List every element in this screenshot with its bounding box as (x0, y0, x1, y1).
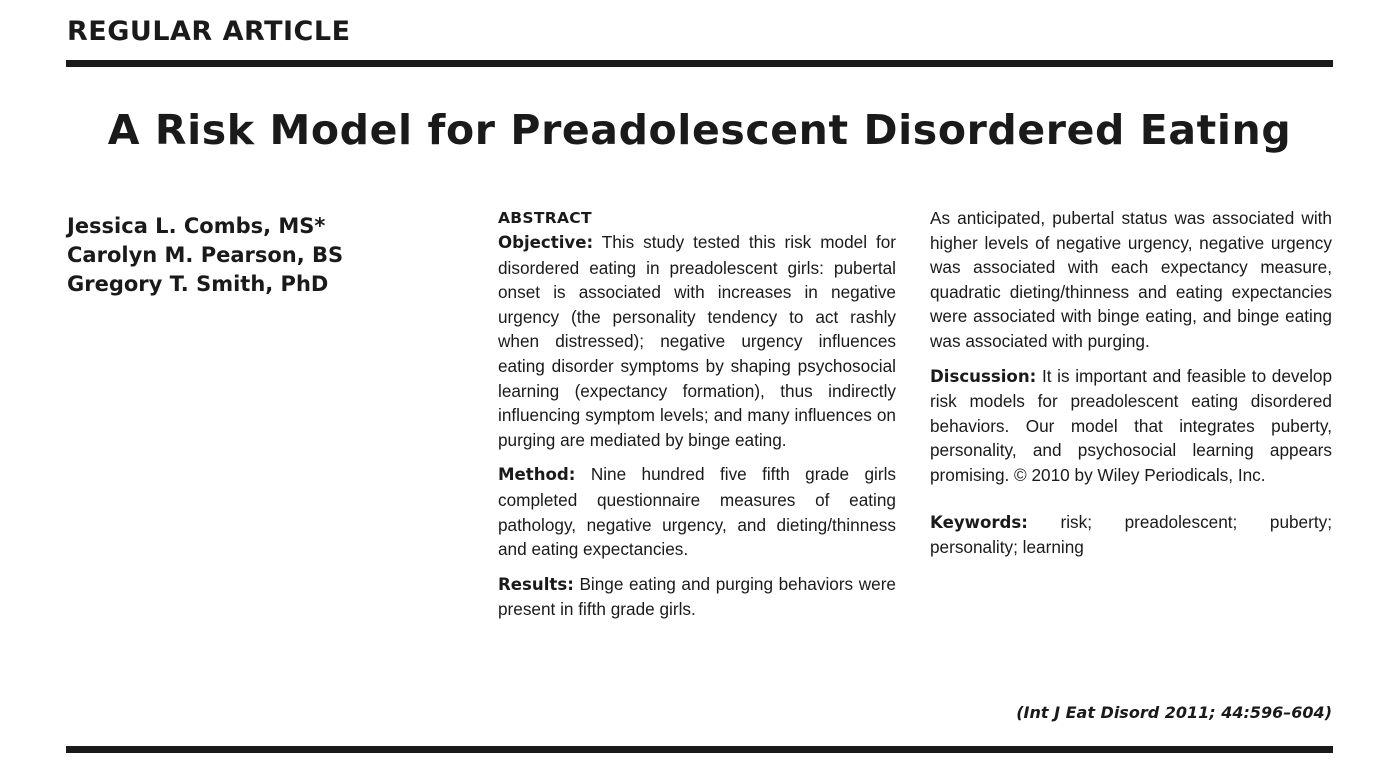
author-name: Carolyn M. Pearson, BS (67, 243, 344, 267)
section-label: REGULAR ARTICLE (67, 16, 351, 47)
results-text-start: Binge eating and purging behaviors were present in fifth grade girls. (498, 573, 896, 620)
keywords-label: Keywords: (930, 512, 1028, 532)
author-name: Jessica L. Combs, MS* (67, 214, 326, 238)
keywords-text: risk; preadolescent; puberty; personality; learning (930, 511, 1332, 558)
journal-citation: (Int J Eat Disord 2011; 44:596–604) (1016, 703, 1332, 722)
objective-label: Objective: (498, 233, 594, 252)
abstract-results (498, 572, 896, 622)
author-name: Gregory T. Smith, PhD (67, 272, 329, 296)
discussion-label: Discussion: (930, 366, 1037, 386)
abstract-results-continued (930, 206, 1332, 354)
article-title: A Risk Model for Preadolescent Disordered Eating (107, 106, 1292, 154)
method-text: Nine hundred five fifth grade girls completed questionnaire measures of eating pathology, negative urgency, and dieting/thinness and eating expectancies. (498, 464, 896, 560)
objective-text: This study tested this risk model for disordered eating in preadolescent girls: pubertal onset is associated with increases in negative urgency (the personality tendency to act rashly when distressed); negative urgency influences eating disorder symptoms by shaping psychosocial learning (expectancy formation), thus indirectly influencing symptom levels; and many influences on purging are mediated by binge eating. (498, 232, 896, 450)
abstract-discussion (930, 364, 1332, 488)
discussion-text: It is important and feasible to develop risk models for preadolescent eating disordered behaviors. Our model that integrates puberty, personality, and psychosocial learning appears promising. © 2010 by Wiley Periodicals, Inc. (930, 365, 1333, 485)
method-label: Method: (498, 465, 576, 485)
abstract-objective (498, 230, 896, 452)
abstract-column-right (930, 206, 1332, 570)
top-rule (66, 60, 1333, 67)
bottom-rule (66, 746, 1333, 753)
abstract-method (498, 462, 896, 561)
author-list (67, 212, 427, 299)
abstract-keywords (930, 510, 1332, 560)
abstract-column-left (498, 206, 896, 632)
results-label: Results: (498, 574, 574, 594)
abstract-heading: ABSTRACT (498, 209, 592, 227)
results-text-end: As anticipated, pubertal status was associated with higher levels of negative urgency, negative urgency was associated with each expectancy measure, quadratic dieting/thinness and eating expectancies were associated with binge eating, and binge eating was associated with purging. (930, 208, 1332, 351)
